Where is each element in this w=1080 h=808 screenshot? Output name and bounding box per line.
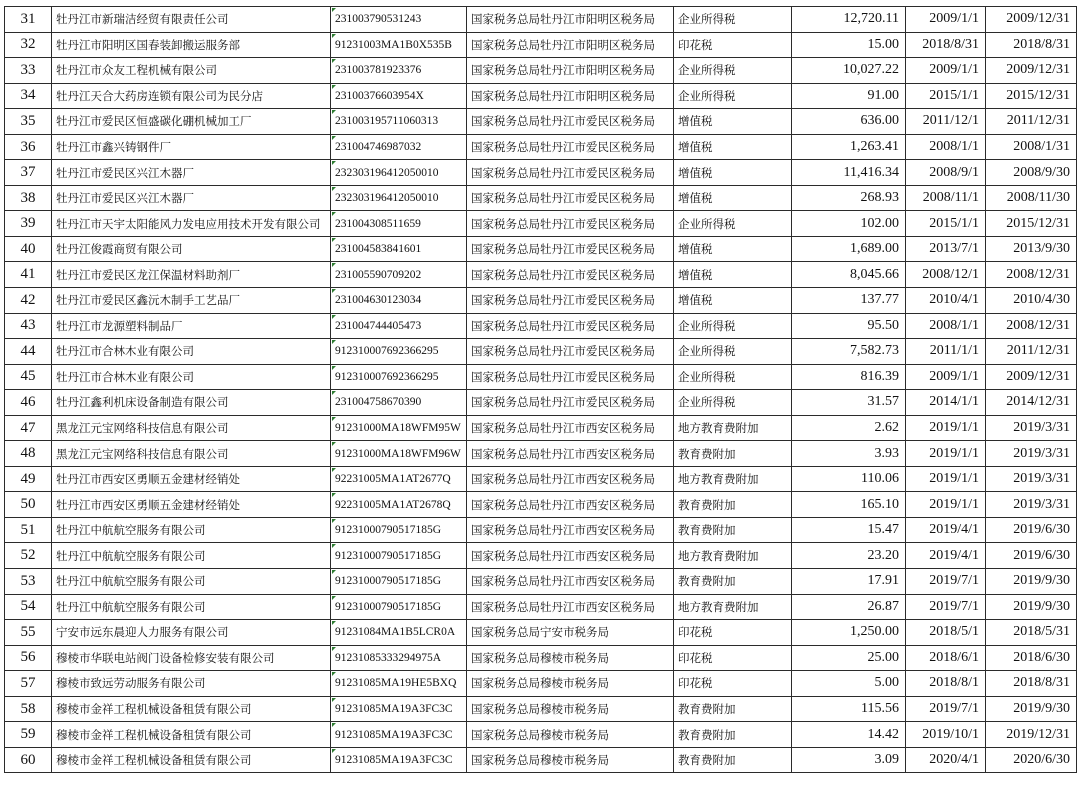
- row-number: 60: [5, 747, 52, 773]
- taxpayer-id: 912310007692366295: [331, 364, 467, 390]
- arrears-amount: 165.10: [792, 492, 906, 518]
- arrears-amount: 10,027.22: [792, 58, 906, 84]
- taxpayer-name: 牡丹江中航航空服务有限公司: [52, 517, 331, 543]
- table-row: [5, 620, 1077, 646]
- tax-type: 地方教育费附加: [674, 466, 792, 492]
- taxpayer-id: 231004744405473: [331, 313, 467, 339]
- row-number: 47: [5, 415, 52, 441]
- arrears-amount: 3.09: [792, 747, 906, 773]
- period-end: 2019/9/30: [986, 569, 1077, 595]
- period-start: 2019/1/1: [906, 492, 986, 518]
- taxpayer-id: 232303196412050010: [331, 185, 467, 211]
- arrears-amount: 26.87: [792, 594, 906, 620]
- taxpayer-name: 牡丹江市龙源塑料制品厂: [52, 313, 331, 339]
- row-number: 44: [5, 339, 52, 365]
- taxpayer-id: 91231084MA1B5LCR0A: [331, 620, 467, 646]
- arrears-amount: 110.06: [792, 466, 906, 492]
- arrears-amount: 95.50: [792, 313, 906, 339]
- table-row: [5, 569, 1077, 595]
- period-end: 2019/3/31: [986, 441, 1077, 467]
- period-start: 2008/9/1: [906, 160, 986, 186]
- period-end: 2009/12/31: [986, 7, 1077, 33]
- period-end: 2011/12/31: [986, 109, 1077, 135]
- period-start: 2019/4/1: [906, 517, 986, 543]
- period-end: 2019/3/31: [986, 415, 1077, 441]
- row-number: 46: [5, 390, 52, 416]
- tax-type: 增值税: [674, 185, 792, 211]
- arrears-amount: 11,416.34: [792, 160, 906, 186]
- period-end: 2019/3/31: [986, 492, 1077, 518]
- period-start: 2018/6/1: [906, 645, 986, 671]
- table-row: [5, 236, 1077, 262]
- period-start: 2020/4/1: [906, 747, 986, 773]
- period-end: 2014/12/31: [986, 390, 1077, 416]
- row-number: 31: [5, 7, 52, 33]
- period-start: 2011/12/1: [906, 109, 986, 135]
- taxpayer-name: 牡丹江市爱民区鑫沅木制手工艺品厂: [52, 288, 331, 314]
- arrears-amount: 7,582.73: [792, 339, 906, 365]
- tax-office: 国家税务总局牡丹江市阳明区税务局: [467, 7, 674, 33]
- row-number: 53: [5, 569, 52, 595]
- arrears-amount: 15.47: [792, 517, 906, 543]
- arrears-amount: 1,689.00: [792, 236, 906, 262]
- taxpayer-id: 231004758670390: [331, 390, 467, 416]
- tax-office: 国家税务总局穆棱市税务局: [467, 722, 674, 748]
- arrears-amount: 268.93: [792, 185, 906, 211]
- period-end: 2019/3/31: [986, 466, 1077, 492]
- period-end: 2020/6/30: [986, 747, 1077, 773]
- taxpayer-id: 91231085MA19HE5BXQ: [331, 671, 467, 697]
- tax-office: 国家税务总局牡丹江市爱民区税务局: [467, 262, 674, 288]
- tax-office: 国家税务总局牡丹江市西安区税务局: [467, 441, 674, 467]
- table-row: [5, 262, 1077, 288]
- taxpayer-id: 231004746987032: [331, 134, 467, 160]
- tax-office: 国家税务总局穆棱市税务局: [467, 645, 674, 671]
- taxpayer-id: 91231000790517185G: [331, 569, 467, 595]
- row-number: 56: [5, 645, 52, 671]
- tax-office: 国家税务总局牡丹江市西安区税务局: [467, 517, 674, 543]
- tax-office: 国家税务总局牡丹江市阳明区税务局: [467, 32, 674, 58]
- tax-type: 增值税: [674, 236, 792, 262]
- table-row: [5, 390, 1077, 416]
- table-row: [5, 339, 1077, 365]
- tax-type: 印花税: [674, 620, 792, 646]
- taxpayer-name: 牡丹江中航航空服务有限公司: [52, 569, 331, 595]
- taxpayer-name: 黑龙江元宝网络科技信息有限公司: [52, 441, 331, 467]
- taxpayer-id: 23100376603954X: [331, 83, 467, 109]
- period-start: 2018/8/31: [906, 32, 986, 58]
- tax-office: 国家税务总局牡丹江市爱民区税务局: [467, 185, 674, 211]
- tax-type: 印花税: [674, 645, 792, 671]
- tax-type: 教育费附加: [674, 747, 792, 773]
- period-end: 2008/12/31: [986, 262, 1077, 288]
- period-end: 2015/12/31: [986, 211, 1077, 237]
- taxpayer-name: 穆棱市金祥工程机械设备租赁有限公司: [52, 747, 331, 773]
- period-end: 2019/9/30: [986, 696, 1077, 722]
- arrears-amount: 25.00: [792, 645, 906, 671]
- tax-arrears-table: [4, 6, 1077, 773]
- table-row: [5, 109, 1077, 135]
- period-end: 2011/12/31: [986, 339, 1077, 365]
- tax-office: 国家税务总局牡丹江市西安区税务局: [467, 415, 674, 441]
- period-start: 2014/1/1: [906, 390, 986, 416]
- taxpayer-name: 牡丹江鑫利机床设备制造有限公司: [52, 390, 331, 416]
- row-number: 51: [5, 517, 52, 543]
- tax-office: 国家税务总局牡丹江市西安区税务局: [467, 466, 674, 492]
- period-end: 2015/12/31: [986, 83, 1077, 109]
- row-number: 58: [5, 696, 52, 722]
- tax-type: 企业所得税: [674, 339, 792, 365]
- arrears-amount: 31.57: [792, 390, 906, 416]
- tax-type: 地方教育费附加: [674, 543, 792, 569]
- tax-office: 国家税务总局牡丹江市西安区税务局: [467, 492, 674, 518]
- table-row: [5, 543, 1077, 569]
- taxpayer-id: 912310007692366295: [331, 339, 467, 365]
- row-number: 33: [5, 58, 52, 84]
- taxpayer-id: 91231000MA18WFM96W: [331, 441, 467, 467]
- taxpayer-name: 牡丹江中航航空服务有限公司: [52, 543, 331, 569]
- table-row: [5, 466, 1077, 492]
- row-number: 41: [5, 262, 52, 288]
- table-row: [5, 671, 1077, 697]
- taxpayer-name: 宁安市远东晨迎人力服务有限公司: [52, 620, 331, 646]
- row-number: 34: [5, 83, 52, 109]
- taxpayer-id: 231003195711060313: [331, 109, 467, 135]
- taxpayer-id: 91231085MA19A3FC3C: [331, 722, 467, 748]
- period-start: 2019/1/1: [906, 415, 986, 441]
- table-row: [5, 517, 1077, 543]
- taxpayer-name: 黑龙江元宝网络科技信息有限公司: [52, 415, 331, 441]
- taxpayer-name: 牡丹江天合大药房连锁有限公司为民分店: [52, 83, 331, 109]
- taxpayer-id: 231004630123034: [331, 288, 467, 314]
- arrears-amount: 91.00: [792, 83, 906, 109]
- table-row: [5, 32, 1077, 58]
- row-number: 35: [5, 109, 52, 135]
- row-number: 45: [5, 364, 52, 390]
- period-start: 2019/1/1: [906, 441, 986, 467]
- period-start: 2008/11/1: [906, 185, 986, 211]
- period-start: 2013/7/1: [906, 236, 986, 262]
- taxpayer-name: 牡丹江市西安区勇顺五金建材经销处: [52, 492, 331, 518]
- period-start: 2019/4/1: [906, 543, 986, 569]
- arrears-amount: 14.42: [792, 722, 906, 748]
- taxpayer-name: 穆棱市金祥工程机械设备租赁有限公司: [52, 722, 331, 748]
- tax-type: 教育费附加: [674, 441, 792, 467]
- row-number: 54: [5, 594, 52, 620]
- arrears-amount: 23.20: [792, 543, 906, 569]
- table-row: [5, 594, 1077, 620]
- taxpayer-name: 牡丹江市爱民区兴江木器厂: [52, 160, 331, 186]
- period-end: 2019/12/31: [986, 722, 1077, 748]
- period-end: 2018/8/31: [986, 671, 1077, 697]
- row-number: 40: [5, 236, 52, 262]
- table-row: [5, 7, 1077, 33]
- tax-office: 国家税务总局牡丹江市阳明区税务局: [467, 83, 674, 109]
- table-row: [5, 134, 1077, 160]
- tax-office: 国家税务总局牡丹江市爱民区税务局: [467, 134, 674, 160]
- arrears-amount: 17.91: [792, 569, 906, 595]
- taxpayer-name: 牡丹江市鑫兴铸钢件厂: [52, 134, 331, 160]
- tax-office: 国家税务总局牡丹江市爱民区税务局: [467, 288, 674, 314]
- taxpayer-name: 穆棱市金祥工程机械设备租赁有限公司: [52, 696, 331, 722]
- row-number: 32: [5, 32, 52, 58]
- taxpayer-id: 91231000790517185G: [331, 594, 467, 620]
- taxpayer-id: 91231085MA19A3FC3C: [331, 696, 467, 722]
- taxpayer-name: 牡丹江市爱民区龙江保温材料助剂厂: [52, 262, 331, 288]
- tax-office: 国家税务总局穆棱市税务局: [467, 696, 674, 722]
- period-start: 2019/7/1: [906, 569, 986, 595]
- taxpayer-name: 牡丹江中航航空服务有限公司: [52, 594, 331, 620]
- table-row: [5, 364, 1077, 390]
- taxpayer-name: 牡丹江俊霞商贸有限公司: [52, 236, 331, 262]
- period-start: 2009/1/1: [906, 7, 986, 33]
- period-start: 2018/8/1: [906, 671, 986, 697]
- tax-office: 国家税务总局牡丹江市爱民区税务局: [467, 390, 674, 416]
- tax-type: 教育费附加: [674, 569, 792, 595]
- row-number: 42: [5, 288, 52, 314]
- period-start: 2015/1/1: [906, 211, 986, 237]
- period-start: 2019/7/1: [906, 594, 986, 620]
- tax-office: 国家税务总局牡丹江市爱民区税务局: [467, 211, 674, 237]
- table-row: [5, 313, 1077, 339]
- period-start: 2019/1/1: [906, 466, 986, 492]
- row-number: 37: [5, 160, 52, 186]
- tax-type: 企业所得税: [674, 211, 792, 237]
- taxpayer-id: 231005590709202: [331, 262, 467, 288]
- tax-type: 增值税: [674, 134, 792, 160]
- period-start: 2011/1/1: [906, 339, 986, 365]
- tax-type: 教育费附加: [674, 696, 792, 722]
- tax-office: 国家税务总局牡丹江市西安区税务局: [467, 543, 674, 569]
- table-row: [5, 492, 1077, 518]
- tax-type: 企业所得税: [674, 7, 792, 33]
- arrears-amount: 816.39: [792, 364, 906, 390]
- table-row: [5, 747, 1077, 773]
- tax-type: 增值税: [674, 109, 792, 135]
- table-row: [5, 58, 1077, 84]
- tax-type: 企业所得税: [674, 83, 792, 109]
- tax-office: 国家税务总局穆棱市税务局: [467, 747, 674, 773]
- tax-type: 企业所得税: [674, 390, 792, 416]
- tax-type: 增值税: [674, 160, 792, 186]
- period-end: 2019/6/30: [986, 517, 1077, 543]
- row-number: 36: [5, 134, 52, 160]
- tax-arrears-sheet: [4, 6, 1077, 773]
- table-row: [5, 696, 1077, 722]
- row-number: 38: [5, 185, 52, 211]
- tax-office: 国家税务总局宁安市税务局: [467, 620, 674, 646]
- tax-office: 国家税务总局牡丹江市爱民区税务局: [467, 236, 674, 262]
- taxpayer-name: 牡丹江市合林木业有限公司: [52, 364, 331, 390]
- taxpayer-id: 231004308511659: [331, 211, 467, 237]
- period-end: 2009/12/31: [986, 364, 1077, 390]
- row-number: 59: [5, 722, 52, 748]
- tax-type: 印花税: [674, 671, 792, 697]
- arrears-amount: 102.00: [792, 211, 906, 237]
- tax-office: 国家税务总局牡丹江市爱民区税务局: [467, 339, 674, 365]
- arrears-amount: 1,263.41: [792, 134, 906, 160]
- period-start: 2019/10/1: [906, 722, 986, 748]
- tax-office: 国家税务总局牡丹江市爱民区税务局: [467, 313, 674, 339]
- period-start: 2010/4/1: [906, 288, 986, 314]
- taxpayer-name: 牡丹江市天宇太阳能风力发电应用技术开发有限公司: [52, 211, 331, 237]
- table-body: [5, 7, 1077, 773]
- taxpayer-name: 牡丹江市阳明区国春装卸搬运服务部: [52, 32, 331, 58]
- period-end: 2008/9/30: [986, 160, 1077, 186]
- table-row: [5, 415, 1077, 441]
- taxpayer-id: 91231085MA19A3FC3C: [331, 747, 467, 773]
- row-number: 39: [5, 211, 52, 237]
- table-row: [5, 288, 1077, 314]
- arrears-amount: 5.00: [792, 671, 906, 697]
- period-end: 2009/12/31: [986, 58, 1077, 84]
- row-number: 57: [5, 671, 52, 697]
- period-end: 2008/12/31: [986, 313, 1077, 339]
- row-number: 43: [5, 313, 52, 339]
- tax-type: 企业所得税: [674, 313, 792, 339]
- arrears-amount: 12,720.11: [792, 7, 906, 33]
- tax-type: 企业所得税: [674, 58, 792, 84]
- period-end: 2008/11/30: [986, 185, 1077, 211]
- table-row: [5, 645, 1077, 671]
- tax-office: 国家税务总局牡丹江市西安区税务局: [467, 569, 674, 595]
- taxpayer-name: 穆棱市致远劳动服务有限公司: [52, 671, 331, 697]
- taxpayer-name: 牡丹江市合林木业有限公司: [52, 339, 331, 365]
- tax-type: 教育费附加: [674, 492, 792, 518]
- tax-type: 印花税: [674, 32, 792, 58]
- arrears-amount: 8,045.66: [792, 262, 906, 288]
- arrears-amount: 636.00: [792, 109, 906, 135]
- tax-type: 增值税: [674, 262, 792, 288]
- arrears-amount: 1,250.00: [792, 620, 906, 646]
- period-end: 2008/1/31: [986, 134, 1077, 160]
- period-end: 2019/9/30: [986, 594, 1077, 620]
- arrears-amount: 3.93: [792, 441, 906, 467]
- tax-office: 国家税务总局牡丹江市爱民区税务局: [467, 109, 674, 135]
- table-row: [5, 185, 1077, 211]
- taxpayer-id: 91231000790517185G: [331, 543, 467, 569]
- period-end: 2013/9/30: [986, 236, 1077, 262]
- period-end: 2018/6/30: [986, 645, 1077, 671]
- taxpayer-id: 91231000790517185G: [331, 517, 467, 543]
- tax-type: 地方教育费附加: [674, 594, 792, 620]
- row-number: 49: [5, 466, 52, 492]
- period-end: 2019/6/30: [986, 543, 1077, 569]
- period-start: 2008/1/1: [906, 313, 986, 339]
- taxpayer-id: 92231005MA1AT2678Q: [331, 492, 467, 518]
- period-start: 2008/12/1: [906, 262, 986, 288]
- arrears-amount: 2.62: [792, 415, 906, 441]
- period-start: 2015/1/1: [906, 83, 986, 109]
- taxpayer-name: 牡丹江市爱民区兴江木器厂: [52, 185, 331, 211]
- taxpayer-id: 91231085333294975A: [331, 645, 467, 671]
- taxpayer-name: 穆棱市华联电站阀门设备检修安装有限公司: [52, 645, 331, 671]
- table-row: [5, 722, 1077, 748]
- taxpayer-id: 231004583841601: [331, 236, 467, 262]
- period-start: 2019/7/1: [906, 696, 986, 722]
- tax-type: 教育费附加: [674, 517, 792, 543]
- tax-type: 地方教育费附加: [674, 415, 792, 441]
- table-row: [5, 83, 1077, 109]
- taxpayer-id: 91231000MA18WFM95W: [331, 415, 467, 441]
- taxpayer-name: 牡丹江市西安区勇顺五金建材经销处: [52, 466, 331, 492]
- row-number: 55: [5, 620, 52, 646]
- period-end: 2010/4/30: [986, 288, 1077, 314]
- table-row: [5, 160, 1077, 186]
- period-start: 2009/1/1: [906, 364, 986, 390]
- row-number: 48: [5, 441, 52, 467]
- tax-office: 国家税务总局牡丹江市阳明区税务局: [467, 58, 674, 84]
- period-start: 2018/5/1: [906, 620, 986, 646]
- taxpayer-id: 231003790531243: [331, 7, 467, 33]
- row-number: 52: [5, 543, 52, 569]
- taxpayer-name: 牡丹江市爱民区恒盛碳化硼机械加工厂: [52, 109, 331, 135]
- period-start: 2008/1/1: [906, 134, 986, 160]
- tax-office: 国家税务总局牡丹江市爱民区税务局: [467, 364, 674, 390]
- period-end: 2018/5/31: [986, 620, 1077, 646]
- taxpayer-name: 牡丹江市新瑞洁经贸有限责任公司: [52, 7, 331, 33]
- taxpayer-id: 232303196412050010: [331, 160, 467, 186]
- taxpayer-id: 92231005MA1AT2677Q: [331, 466, 467, 492]
- tax-type: 企业所得税: [674, 364, 792, 390]
- taxpayer-name: 牡丹江市众友工程机械有限公司: [52, 58, 331, 84]
- arrears-amount: 15.00: [792, 32, 906, 58]
- table-row: [5, 211, 1077, 237]
- taxpayer-id: 91231003MA1B0X535B: [331, 32, 467, 58]
- table-row: [5, 441, 1077, 467]
- arrears-amount: 137.77: [792, 288, 906, 314]
- tax-office: 国家税务总局穆棱市税务局: [467, 671, 674, 697]
- taxpayer-id: 231003781923376: [331, 58, 467, 84]
- row-number: 50: [5, 492, 52, 518]
- tax-office: 国家税务总局牡丹江市爱民区税务局: [467, 160, 674, 186]
- tax-type: 增值税: [674, 288, 792, 314]
- tax-type: 教育费附加: [674, 722, 792, 748]
- tax-office: 国家税务总局牡丹江市西安区税务局: [467, 594, 674, 620]
- period-end: 2018/8/31: [986, 32, 1077, 58]
- period-start: 2009/1/1: [906, 58, 986, 84]
- arrears-amount: 115.56: [792, 696, 906, 722]
